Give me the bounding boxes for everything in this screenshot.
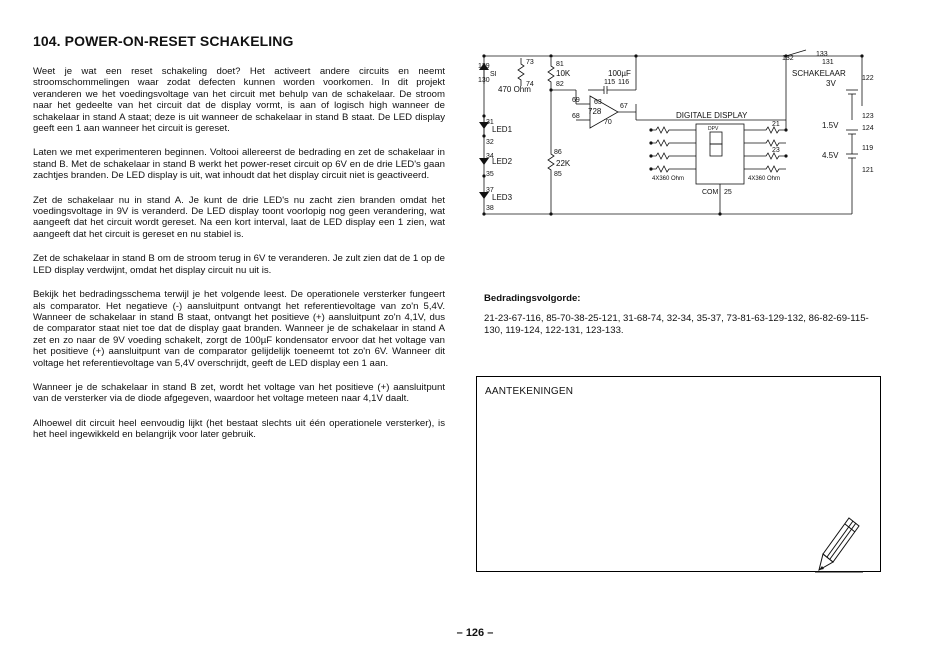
- label: 86: [554, 149, 562, 156]
- label: LED2: [492, 157, 513, 166]
- label: 81: [556, 61, 564, 68]
- paragraph: Laten we met experimenteren beginnen. Voltooi allereerst de bedrading en zet de schakelaar in stand B. Met de schakelaar in stand B werkt het power-reset circuit op 6V en de drie LED's gaan zachtjes branden. De LED display is uit, wat inhoudt dat het display circuit niet is geactiveerd.: [33, 147, 445, 182]
- label: 69: [572, 97, 580, 104]
- label: 31: [486, 119, 494, 126]
- label: 100µF: [608, 69, 631, 78]
- label: 4X360 Ohm: [652, 176, 685, 182]
- label: 35: [486, 171, 494, 178]
- label: 132: [782, 55, 794, 62]
- body-text: [33, 66, 445, 454]
- circuit-schematic: [476, 46, 876, 222]
- label: 63: [594, 99, 602, 106]
- label: 23: [772, 147, 780, 154]
- label: 133: [816, 51, 828, 58]
- label: 68: [572, 113, 580, 120]
- label: 123: [862, 113, 874, 120]
- paragraph: Alhoewel dit circuit heel eenvoudig lijkt (het bestaat slechts uit één operationele versterker), is het heel ingewikkeld en belangrijk voor later gebruik.: [33, 417, 445, 441]
- label: DPV: [708, 126, 719, 132]
- label: 119: [862, 145, 874, 152]
- page-number: – 126 –: [456, 627, 494, 639]
- label: COM: [702, 189, 719, 196]
- label: 4X360 Ohm: [748, 176, 781, 182]
- page-title: 104. POWER-ON-RESET SCHAKELING: [33, 33, 294, 49]
- label: 4.5V: [822, 151, 839, 160]
- label: 74: [526, 81, 534, 88]
- label: SI: [490, 71, 497, 78]
- label: 3V: [826, 79, 836, 88]
- label: 130: [478, 77, 490, 84]
- schematic-labels: [478, 51, 874, 212]
- label: LED3: [492, 193, 513, 202]
- label: 1.5V: [822, 121, 839, 130]
- notes-label: AANTEKENINGEN: [485, 386, 574, 397]
- label: 10K: [556, 69, 571, 78]
- label: 32: [486, 139, 494, 146]
- label: 34: [486, 153, 494, 160]
- label: 25: [724, 189, 732, 196]
- label: 131: [822, 59, 834, 66]
- label: LED1: [492, 125, 513, 134]
- label: 22K: [556, 159, 571, 168]
- label: 129: [478, 63, 490, 70]
- label: 70: [604, 119, 612, 126]
- label: 115: [604, 79, 616, 86]
- paragraph: Bekijk het bedradingsschema terwijl je het volgende leest. De operationele versterker fungeert als comparator. Het negatieve (-) aansluitpunt ontvangt het referentievoltage van zo'n 5,4V. Wanneer de schakelaar in stand B staat, ontvangt het positieve (+) aansluitpunt zo'n 4,1V, dus de comparator staat niet toe dat de display gaat branden. Wanneer je de schakelaar in stand A zet en zo naar de 9V voeding schakelt, zorgt de 100µF kondensator ervoor dat het voltage van het positieve (+) aansluitpunt van de comparator gelijdelijk toeneemt tot zo'n 6V. Wanneer dit voltage het referentievoltage van 5,4V overschrijdt, geeft de LED display een 1 aan.: [33, 289, 445, 369]
- label: SCHAKELAAR: [792, 69, 846, 78]
- paragraph: Wanneer je de schakelaar in stand B zet, wordt het voltage van het positieve (+) aansluitpunt van de versterker via de diode afgegeven, waardoor het voltage meteen naar 4,1V daalt.: [33, 381, 445, 405]
- label: DIGITALE DISPLAY: [676, 111, 748, 120]
- paragraph: Weet je wat een reset schakeling doet? Het activeert andere circuits en neemt stroomschommelingen waar zodat defecten kunnen worden voorkomen. In dit projekt veranderen we het voedingsvoltage van het circuit met behulp van de schakelaar. De stroom naar het gedeelte van het circuit dat de display vormt, is aan of logisch high wanneer de schakelaar in stand A staat; deze is uit wanneer de schakelaar in stand B staat. De LED display geeft een 1 aan wanneer het circuit is gereset.: [33, 66, 445, 135]
- label: 21: [772, 121, 780, 128]
- label: 116: [618, 79, 630, 86]
- label: 121: [862, 167, 874, 174]
- wiring-sequence: 21-23-67-116, 85-70-38-25-121, 31-68-74, 32-34, 35-37, 73-81-63-129-132, 86-82-69-115-130, 119-124, 122-131, 123-133.: [484, 313, 869, 336]
- label: 85: [554, 171, 562, 178]
- label: 82: [556, 81, 564, 88]
- label: 67: [620, 103, 628, 110]
- label: 122: [862, 75, 874, 82]
- paragraph: Zet de schakelaar in stand B om de stroom terug in 6V te veranderen. Je zult zien dat de 1 op de LED display verdwijnt, omdat het display circuit nu uit is.: [33, 253, 445, 276]
- label: 37: [486, 187, 494, 194]
- label: 38: [486, 205, 494, 212]
- label: 470 Ohm: [498, 85, 531, 94]
- label: 728: [588, 107, 602, 116]
- paragraph: Zet de schakelaar nu in stand A. Je kunt de drie LED's nu zacht zien branden omdat het voedingsvoltage in 9V is veranderd. De LED display toont voorlopig nog geen verandering, wat aangeeft dat het circuit wordt gereset. Na een kort interval, laat de LED display een 1 zien, wat aangeeft dat het circuit is gereset en nu stabiel is.: [33, 194, 445, 240]
- label: 124: [862, 125, 874, 132]
- pencil-icon: [815, 514, 863, 576]
- label: 73: [526, 59, 534, 66]
- wiring-title: Bedradingsvolgorde:: [484, 293, 581, 304]
